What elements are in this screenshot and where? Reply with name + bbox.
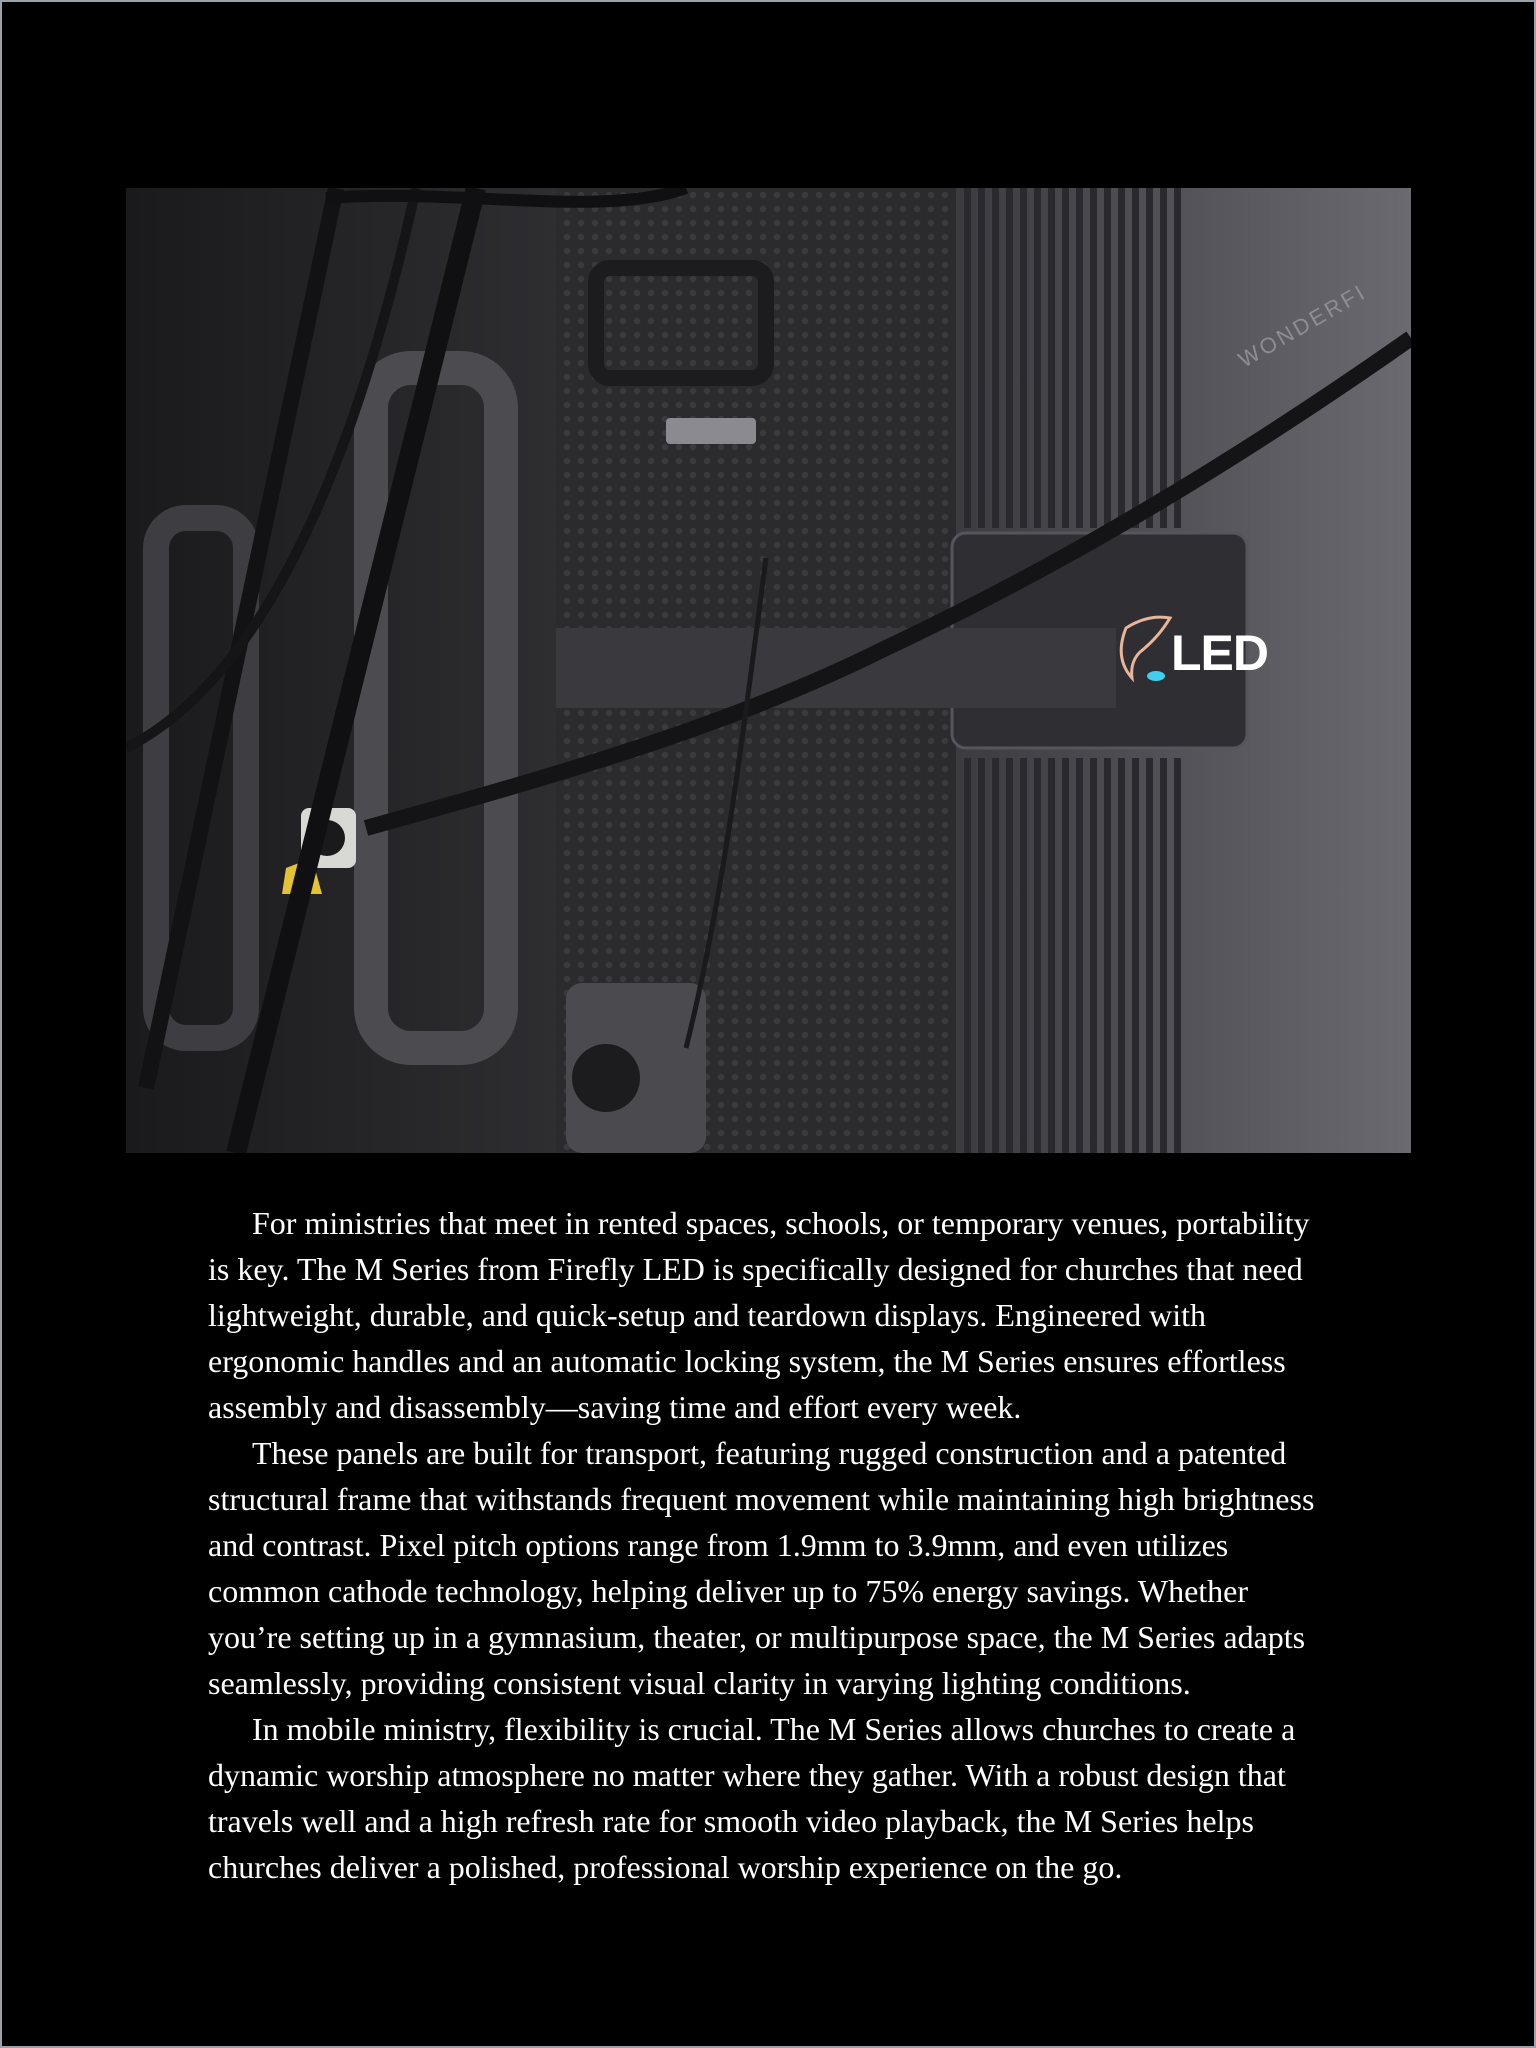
- article-paragraph-3: In mobile ministry, flexibility is crucial. The M Series allows churches to create a dynamic worship atmosphere no matter where they gather. With a robust design that travels well and a high refresh rate for smooth video playback, the M Series helps churches deliver a polished, professional worship experience on the go.: [208, 1711, 1296, 1885]
- cable-print-text: WONDERFI: [1234, 278, 1372, 373]
- led-panel-photo: [126, 188, 1411, 1153]
- article-paragraph-2: These panels are built for transport, featuring rugged construction and a patented structural frame that withstands frequent movement while maintaining high brightness and contrast. Pixel pitch options range from 1.9mm to 3.9mm, and even utilizes common cathode technology, helping deliver up to 75% energy savings. Whether you’re setting up in a gymnasium, theater, or multipurpose space, the M Series adapts seamlessly, providing consistent visual clarity in varying lighting conditions.: [208, 1435, 1315, 1701]
- logo-right-text: LED: [1171, 625, 1268, 681]
- article-paragraph-1: For ministries that meet in rented spaces, schools, or temporary venues, portability is key. The M Series from Firefly LED is specifically designed for churches that need lightweight, durable, and quick-setup and teardown displays. Engineered with ergonomic handles and an automatic locking system, the M Series ensures effortless assembly and disassembly—saving time and effort every week.: [208, 1205, 1310, 1425]
- firefly-glow-icon: [1147, 671, 1165, 681]
- article-body: [208, 1200, 1338, 1890]
